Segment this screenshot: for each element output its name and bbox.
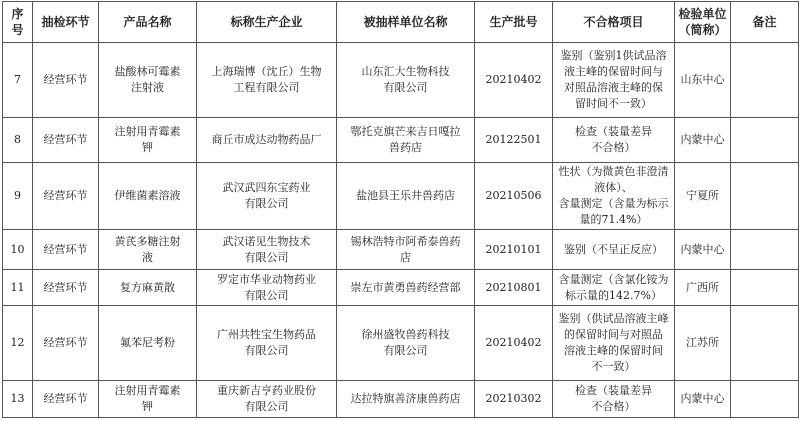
- table-row: [3, 163, 799, 230]
- unqualified-products-table: [2, 1, 799, 418]
- cell-text: 有限公司: [244, 250, 289, 264]
- cell-text: 鉴别（不呈正反应）: [564, 242, 663, 256]
- cell-maker: [197, 381, 337, 418]
- cell-text: 江苏所: [686, 336, 719, 349]
- cell-text: 性状（为微黄色非澄清: [558, 165, 669, 178]
- cell-batch: [475, 118, 553, 163]
- cell-no: [3, 270, 33, 306]
- cell-text: 检查（装量差异: [575, 125, 652, 138]
- cell-remark: [731, 163, 799, 230]
- cell-text: 经营环节: [43, 242, 88, 256]
- column-header-no: [3, 2, 33, 43]
- cell-batch: [475, 306, 553, 381]
- cell-text: 盐池县王乐井兽药店: [356, 189, 455, 202]
- cell-lab: [675, 230, 731, 270]
- cell-sampled: [337, 306, 475, 381]
- cell-text: 有限公司: [244, 197, 289, 210]
- cell-product: [99, 43, 197, 118]
- table-row: [3, 306, 799, 381]
- cell-text: 广西所: [686, 280, 719, 294]
- cell-batch: [475, 163, 553, 230]
- cell-text: 经营环节: [43, 133, 88, 146]
- cell-sampled: [337, 43, 475, 118]
- cell-remark: [731, 306, 799, 381]
- cell-text: 的保留时间与对照品: [564, 328, 663, 341]
- cell-text: 徐州盛牧兽药科技: [361, 328, 450, 341]
- cell-sampled: [337, 118, 475, 163]
- cell-text: 工程有限公司: [233, 81, 300, 94]
- cell-text: 有限公司: [244, 344, 289, 357]
- cell-text: 含量测定（含氯化铵为: [558, 272, 669, 286]
- cell-maker: [197, 230, 337, 270]
- cell-text: 10: [10, 242, 25, 256]
- cell-text: 盐酸林可霉素: [114, 65, 181, 78]
- cell-text: 武汉诺见生物技术: [222, 234, 311, 248]
- cell-batch: [475, 270, 553, 306]
- cell-text: 20210101: [485, 242, 542, 256]
- column-header-text: 不合格项目: [583, 15, 644, 29]
- cell-text: 液: [142, 250, 153, 264]
- table-row: [3, 270, 799, 306]
- cell-text: 液主峰的保留时间与: [564, 65, 663, 78]
- cell-text: 内蒙中心: [680, 242, 725, 256]
- cell-text: 留时间不一致）: [575, 97, 652, 110]
- cell-product: [99, 381, 197, 418]
- cell-text: 13: [10, 392, 25, 405]
- cell-lab: [675, 118, 731, 163]
- cell-text: 氟苯尼考粉: [120, 336, 175, 349]
- cell-text: 山东汇大生物科技: [361, 65, 450, 78]
- column-header-item: [553, 2, 675, 43]
- cell-maker: [197, 163, 337, 230]
- column-header-text: 检验单位: [678, 7, 727, 21]
- cell-text: 兽药店: [389, 141, 422, 154]
- cell-text: 鄂托克旗芒来吉日嘎拉: [350, 125, 461, 138]
- cell-sampled: [337, 163, 475, 230]
- cell-text: 鉴别（鉴别1供试品溶: [560, 49, 667, 62]
- cell-text: 对照品溶液主峰的保: [564, 81, 663, 94]
- cell-text: 11: [10, 280, 25, 294]
- cell-product: [99, 230, 197, 270]
- cell-product: [99, 306, 197, 381]
- cell-text: 量的71.4%）: [579, 213, 648, 226]
- cell-text: 12: [10, 336, 25, 349]
- cell-text: 伊维菌素溶液: [114, 189, 181, 202]
- cell-remark: [731, 270, 799, 306]
- cell-text: 溶液主峰的保留时间: [564, 344, 663, 357]
- cell-maker: [197, 270, 337, 306]
- cell-text: 20210402: [485, 73, 542, 86]
- table-row: [3, 118, 799, 163]
- cell-text: 武汉武四东宝药业: [222, 181, 311, 194]
- cell-text: 内蒙中心: [680, 133, 725, 146]
- cell-text: 注射用青霉素: [114, 125, 181, 138]
- cell-lab: [675, 381, 731, 418]
- cell-batch: [475, 43, 553, 118]
- cell-text: 20210302: [485, 392, 542, 405]
- cell-text: 注射液: [131, 81, 164, 94]
- cell-remark: [731, 118, 799, 163]
- cell-text: 20210801: [485, 280, 542, 294]
- cell-text: 经营环节: [43, 73, 88, 86]
- cell-text: 有限公司: [244, 400, 289, 413]
- cell-maker: [197, 118, 337, 163]
- cell-text: 含量测定（含量为标示: [558, 197, 669, 210]
- column-header-maker: [197, 2, 337, 43]
- table-row: [3, 230, 799, 270]
- table-row: [3, 381, 799, 418]
- cell-text: 8: [14, 133, 21, 146]
- cell-text: 黄芪多糖注射: [114, 234, 181, 248]
- column-header-text: 序号: [11, 7, 24, 37]
- column-header-text: 备注: [752, 15, 777, 29]
- cell-text: 经营环节: [43, 336, 88, 349]
- column-header-sampled: [337, 2, 475, 43]
- column-header-text: （简称）: [678, 23, 727, 37]
- cell-text: 内蒙中心: [680, 392, 725, 405]
- cell-item: [553, 306, 675, 381]
- column-header-text: 被抽样单位名称: [363, 15, 448, 29]
- cell-sampled: [337, 381, 475, 418]
- cell-text: 20210506: [485, 189, 542, 202]
- cell-text: 崇左市黄勇兽药经营部: [350, 280, 461, 294]
- cell-batch: [475, 381, 553, 418]
- cell-product: [99, 163, 197, 230]
- cell-remark: [731, 381, 799, 418]
- column-header-lab: [675, 2, 731, 43]
- cell-lab: [675, 163, 731, 230]
- column-header-batch: [475, 2, 553, 43]
- cell-text: 店: [400, 250, 411, 264]
- cell-text: 经营环节: [43, 189, 88, 202]
- cell-text: 液体）、: [594, 181, 633, 194]
- cell-text: 20210402: [485, 336, 542, 349]
- cell-text: 钾: [142, 400, 153, 413]
- cell-text: 经营环节: [43, 280, 88, 294]
- cell-no: [3, 306, 33, 381]
- cell-maker: [197, 306, 337, 381]
- cell-text: 有限公司: [244, 288, 289, 302]
- cell-text: 商丘市成达动物药品厂: [211, 133, 322, 146]
- cell-item: [553, 230, 675, 270]
- cell-no: [3, 230, 33, 270]
- cell-text: 注射用青霉素: [114, 384, 181, 397]
- cell-stage: [33, 306, 99, 381]
- cell-stage: [33, 43, 99, 118]
- cell-no: [3, 163, 33, 230]
- cell-remark: [731, 43, 799, 118]
- cell-text: 检查（装量差异: [575, 384, 652, 397]
- cell-item: [553, 43, 675, 118]
- cell-text: 标示量的142.7%）: [565, 288, 662, 302]
- table-body: [3, 43, 799, 418]
- cell-text: 不合格）: [591, 141, 636, 154]
- cell-text: 山东中心: [680, 73, 725, 86]
- cell-lab: [675, 43, 731, 118]
- cell-item: [553, 163, 675, 230]
- cell-text: 罗定市华业动物药业: [217, 272, 316, 286]
- cell-lab: [675, 306, 731, 381]
- cell-product: [99, 118, 197, 163]
- column-header-text: 生产批号: [489, 15, 538, 29]
- column-header-stage: [33, 2, 99, 43]
- cell-text: 钾: [142, 141, 153, 154]
- cell-text: 20122501: [485, 133, 542, 146]
- column-header-text: 标称生产企业: [230, 15, 303, 29]
- cell-product: [99, 270, 197, 306]
- cell-batch: [475, 230, 553, 270]
- cell-stage: [33, 163, 99, 230]
- cell-stage: [33, 270, 99, 306]
- cell-text: 锡林浩特市阿希泰兽药: [350, 234, 461, 248]
- cell-text: 广州共牲宝生物药品: [217, 328, 316, 341]
- column-header-remark: [731, 2, 799, 43]
- cell-text: 7: [14, 73, 21, 86]
- cell-text: 不合格）: [591, 400, 636, 413]
- cell-sampled: [337, 230, 475, 270]
- cell-text: 复方麻黄散: [120, 280, 175, 294]
- cell-no: [3, 381, 33, 418]
- cell-item: [553, 381, 675, 418]
- cell-text: 达拉特旗善济康兽药店: [350, 392, 461, 405]
- cell-stage: [33, 381, 99, 418]
- cell-remark: [731, 230, 799, 270]
- cell-sampled: [337, 270, 475, 306]
- cell-lab: [675, 270, 731, 306]
- table-row: [3, 43, 799, 118]
- cell-stage: [33, 230, 99, 270]
- column-header-product: [99, 2, 197, 43]
- cell-text: 9: [14, 189, 21, 202]
- cell-maker: [197, 43, 337, 118]
- cell-text: 不一致）: [591, 360, 636, 373]
- cell-text: 经营环节: [43, 392, 88, 405]
- cell-text: 重庆新吉亨药业股份: [217, 384, 316, 397]
- header-row: [3, 2, 799, 43]
- cell-item: [553, 270, 675, 306]
- cell-no: [3, 43, 33, 118]
- cell-text: 有限公司: [383, 81, 428, 94]
- cell-item: [553, 118, 675, 163]
- cell-no: [3, 118, 33, 163]
- cell-text: 有限公司: [383, 344, 428, 357]
- cell-text: 上海瑞博（沈丘）生物: [211, 65, 322, 78]
- cell-text: 鉴别（供试品溶液主峰: [558, 312, 669, 325]
- cell-text: 宁夏所: [686, 189, 719, 202]
- cell-stage: [33, 118, 99, 163]
- column-header-text: 抽检环节: [41, 15, 90, 29]
- column-header-text: 产品名称: [123, 15, 172, 29]
